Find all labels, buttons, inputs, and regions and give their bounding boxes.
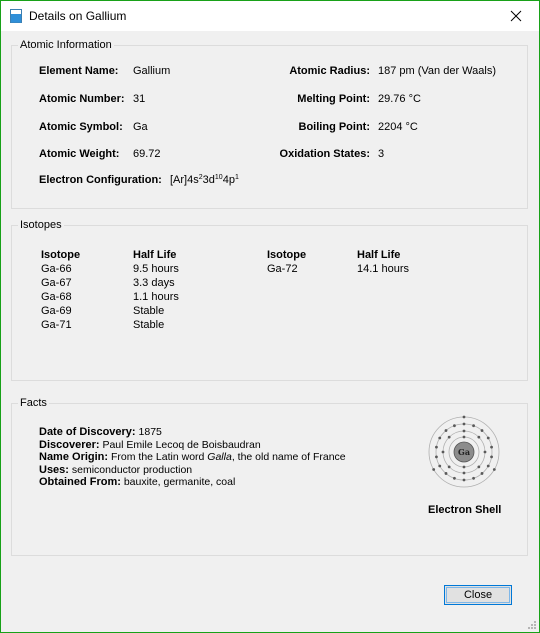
isotope-name: Ga-67 (41, 277, 72, 289)
window-title: Details on Gallium (29, 9, 127, 23)
fact-label: Obtained From: (39, 476, 121, 488)
isotopes-group (11, 219, 528, 381)
electron-dot (453, 424, 456, 427)
electron-config-value (170, 174, 239, 186)
electron-dot (477, 465, 480, 468)
atomic-weight-value: 69.72 (133, 148, 161, 160)
electron-config-label: Electron Configuration: (39, 174, 162, 186)
close-button[interactable] (444, 585, 512, 605)
electron-dot (472, 424, 475, 427)
electron-config-orbital: 3d (202, 174, 215, 186)
close-icon (510, 10, 522, 22)
atomic-number-label: Atomic Number: (39, 93, 125, 105)
isotope-half-life: 14.1 hours (357, 263, 409, 275)
electron-dot (438, 465, 441, 468)
electron-dot (493, 468, 496, 471)
electron-dot (445, 472, 448, 475)
fact-label: Name Origin: (39, 451, 109, 463)
fact-label: Uses: (39, 463, 69, 476)
element-name-value: Gallium (133, 65, 171, 77)
isotope-half-life: Stable (133, 319, 165, 331)
isotope-header-left: Isotope (41, 249, 81, 261)
fact-uses (39, 464, 346, 477)
electron-dot (484, 451, 487, 454)
fact-value-italic: Galla (207, 451, 232, 463)
electron-config-count: 10 (214, 174, 223, 181)
electron-config-orbital: 4s (187, 174, 199, 186)
isotopes-group-label: Isotopes (20, 219, 62, 231)
isotope-half-life: 9.5 hours (133, 263, 179, 275)
atomic-symbol-value: Ga (133, 121, 148, 133)
melting-point-value: 29.76 °C (378, 93, 421, 105)
electron-dot (453, 477, 456, 480)
oxidation-states-label: Oxidation States: (279, 148, 370, 160)
isotope-half-life: 1.1 hours (133, 291, 179, 303)
fact-value: , the old name of France (231, 451, 346, 463)
isotope-half-life: 3.3 days (133, 277, 175, 289)
fact-obtained-from (39, 476, 346, 489)
electron-dot (487, 465, 490, 468)
fact-value: Paul Emile Lecoq de Boisbaudran (102, 438, 261, 451)
electron-dot (487, 437, 490, 440)
electron-dot (481, 472, 484, 475)
window-close-button[interactable] (493, 1, 539, 31)
atomic-info-group (11, 39, 528, 209)
nucleus-symbol: Ga (457, 447, 471, 457)
fact-name-origin (39, 451, 346, 464)
electron-dot (463, 472, 466, 475)
isotope-name: Ga-71 (41, 319, 72, 331)
fact-value: 1875 (138, 426, 162, 438)
boiling-point-value: 2204 °C (378, 121, 418, 133)
electron-config-core: [Ar] (170, 174, 188, 186)
electron-dot (463, 430, 466, 433)
half-life-header-right: Half Life (357, 249, 401, 261)
beaker-icon (10, 9, 22, 23)
isotope-name: Ga-68 (41, 291, 72, 303)
melting-point-label: Melting Point: (297, 93, 370, 105)
electron-dot (463, 466, 466, 469)
electron-dot (442, 451, 445, 454)
atomic-info-group-label: Atomic Information (20, 39, 112, 51)
electron-dot (445, 429, 448, 432)
fact-value: bauxite, germanite, coal (123, 476, 236, 488)
isotope-header-right: Isotope (267, 249, 307, 261)
element-name-label: Element Name: (39, 65, 119, 77)
facts-group (11, 397, 528, 556)
isotope-name: Ga-69 (41, 305, 72, 317)
isotope-name: Ga-72 (267, 263, 298, 275)
atomic-radius-label: Atomic Radius: (289, 65, 370, 77)
isotope-name: Ga-66 (41, 263, 72, 275)
half-life-header-left: Half Life (133, 249, 177, 261)
electron-dot (463, 436, 466, 439)
electron-dot (463, 479, 466, 482)
electron-dot (490, 446, 493, 449)
electron-dot (435, 455, 438, 458)
resize-grip-icon[interactable] (525, 618, 537, 630)
electron-dot (448, 436, 451, 439)
electron-config-count: 1 (234, 174, 239, 181)
electron-dot (463, 423, 466, 426)
atomic-symbol-label: Atomic Symbol: (39, 121, 123, 133)
electron-dot (463, 416, 466, 419)
atomic-number-value: 31 (133, 93, 146, 105)
boiling-point-label: Boiling Point: (298, 121, 370, 133)
electron-shell-caption: Electron Shell (428, 504, 502, 516)
fact-label: Discoverer: (39, 438, 100, 451)
electron-dot (432, 468, 435, 471)
isotope-half-life: Stable (133, 305, 165, 317)
electron-config-count: 2 (198, 174, 203, 181)
oxidation-states-value: 3 (378, 148, 385, 160)
fact-label: Date of Discovery: (39, 426, 136, 438)
title-bar (1, 1, 539, 31)
facts-group-label: Facts (20, 397, 47, 409)
electron-dot (435, 446, 438, 449)
electron-dot (472, 477, 475, 480)
fact-discoverer (39, 439, 346, 452)
electron-dot (438, 437, 441, 440)
facts-list (39, 426, 346, 489)
fact-value: From the Latin word (111, 451, 208, 463)
close-button-label: Close (463, 589, 493, 601)
electron-dot (477, 436, 480, 439)
fact-value: semiconductor production (71, 463, 193, 476)
electron-dot (448, 465, 451, 468)
electron-dot (481, 429, 484, 432)
atomic-radius-value: 187 pm (Van der Waals) (378, 65, 496, 77)
atomic-weight-label: Atomic Weight: (39, 148, 120, 160)
electron-config-orbital: 4p (222, 174, 235, 186)
electron-shell-diagram (426, 414, 502, 490)
electron-dot (490, 455, 493, 458)
fact-discovery-date (39, 426, 346, 439)
